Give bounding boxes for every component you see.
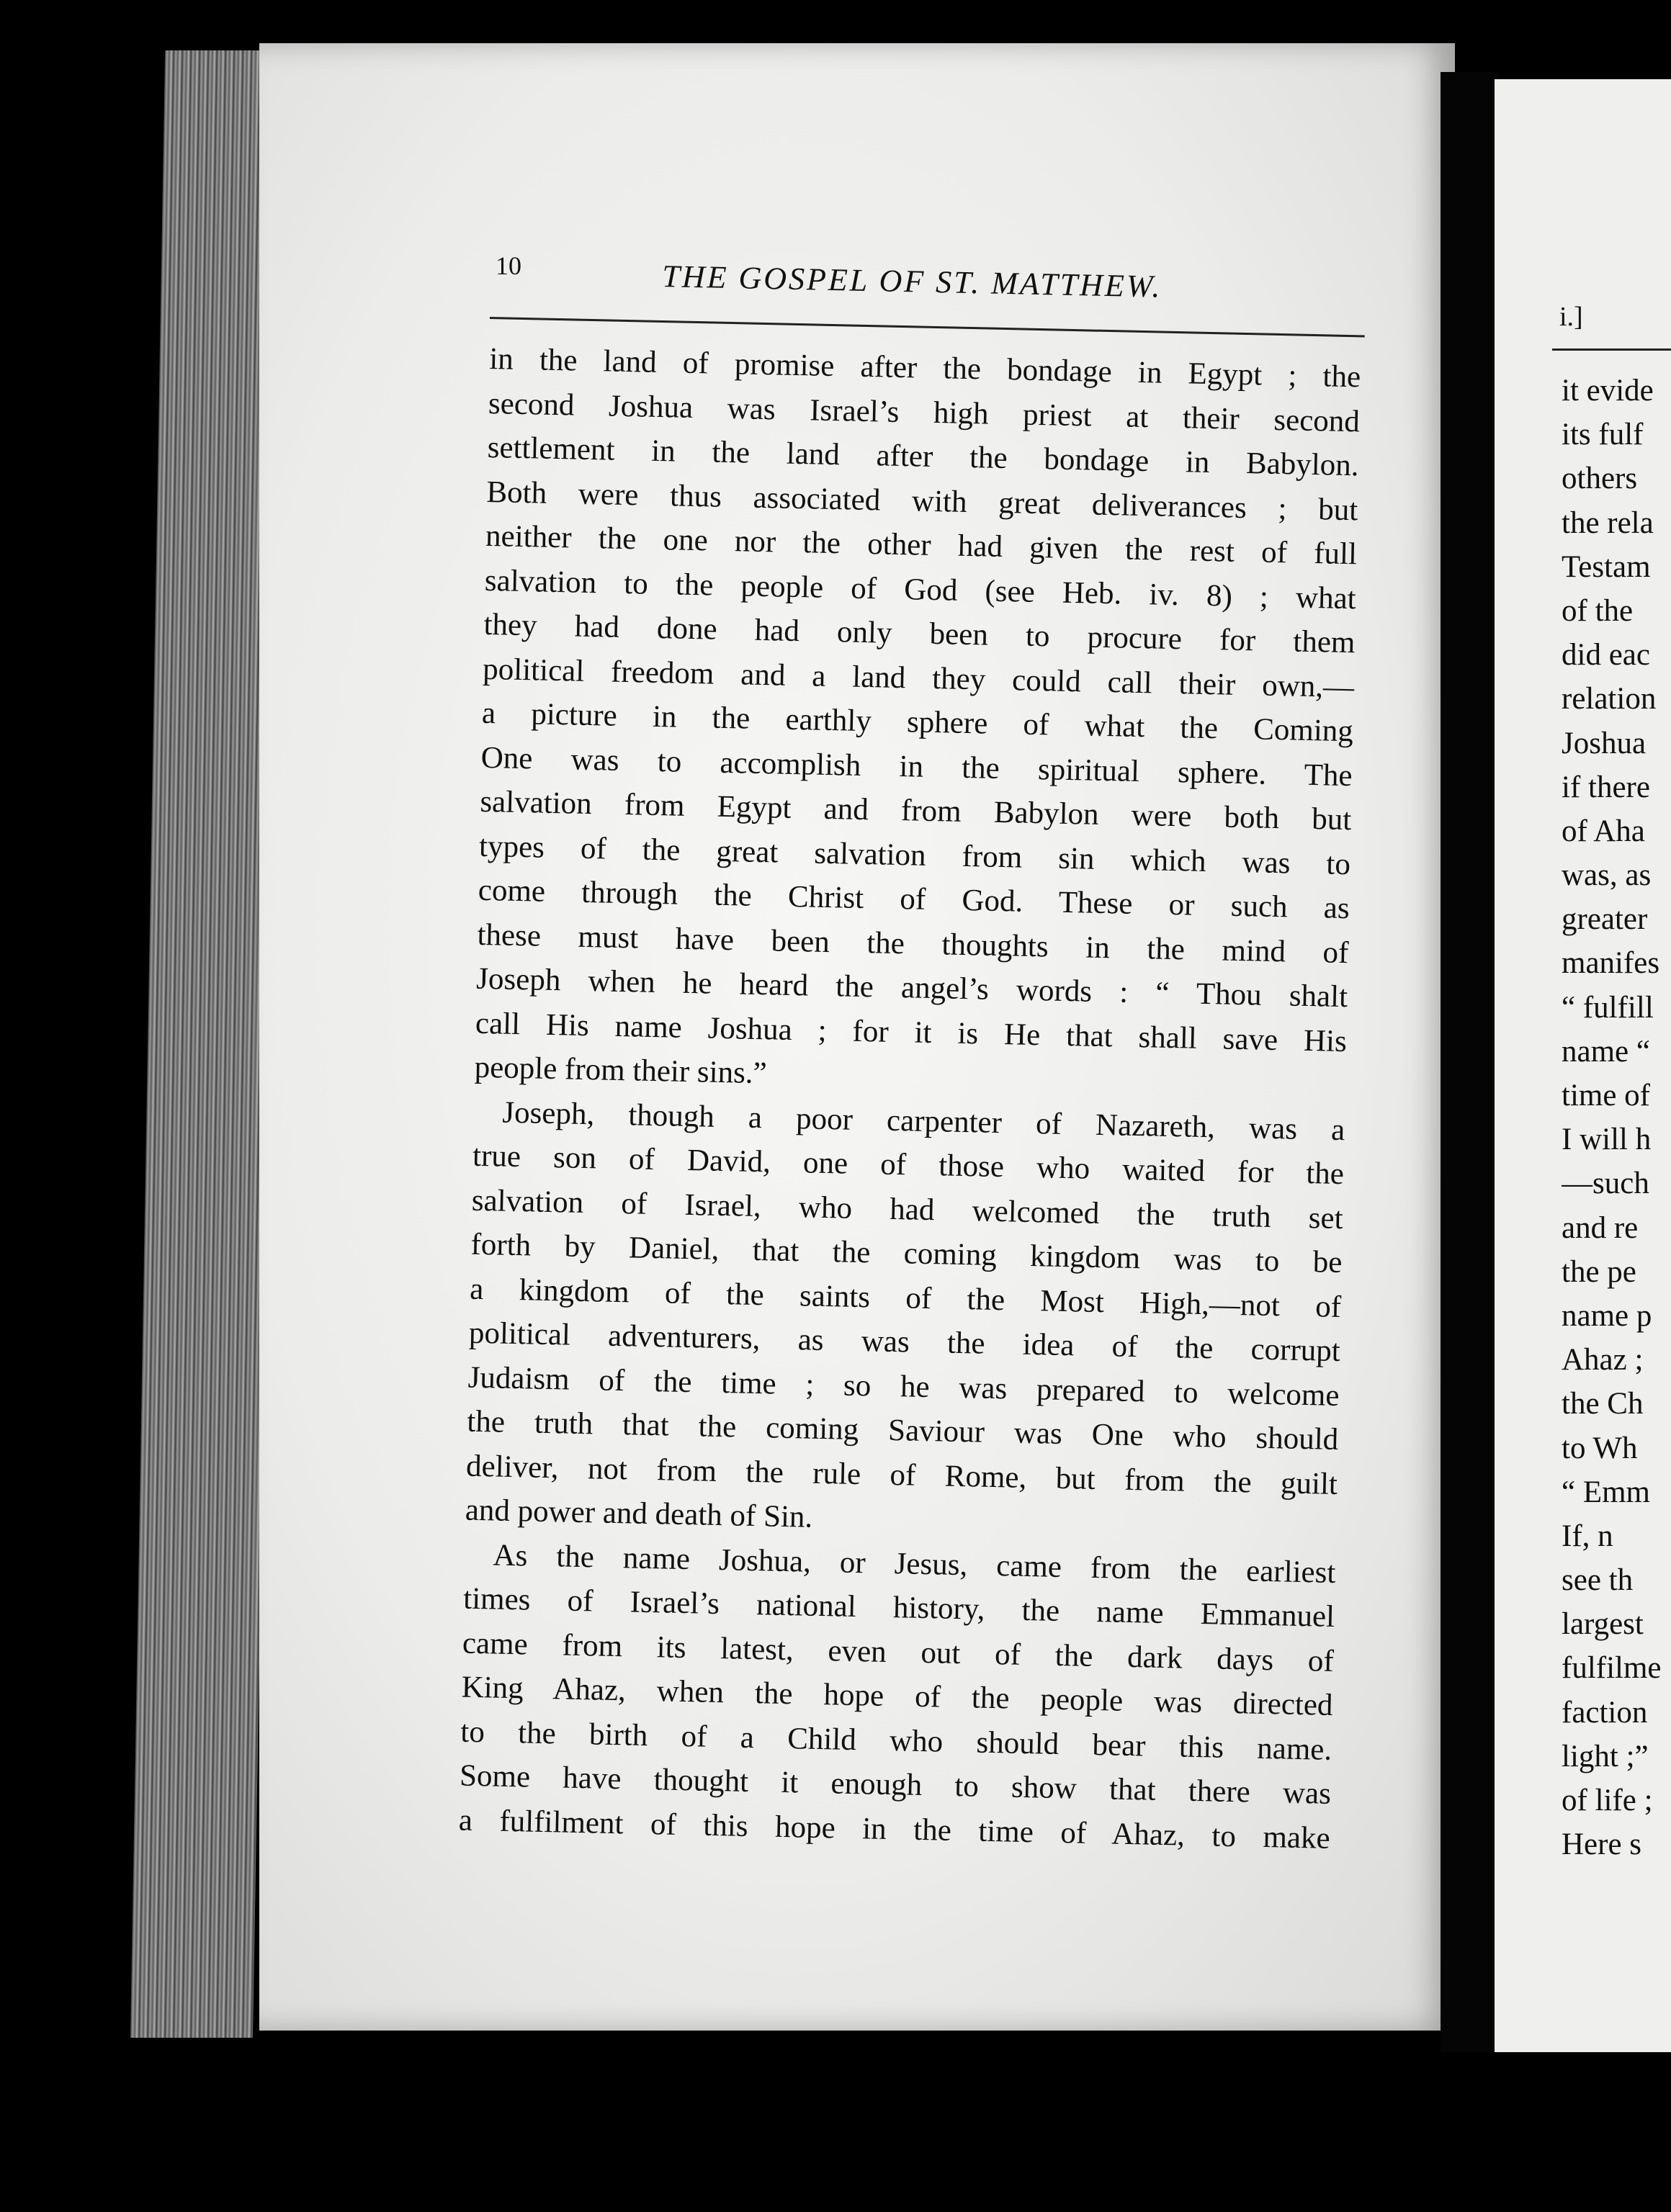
- text-line: neither the one nor the other had given the rest of full: [485, 518, 1358, 572]
- text-line: the truth that the coming Saviour was One who should: [466, 1404, 1339, 1457]
- facing-text-line: time of: [1562, 1079, 1650, 1112]
- text-line: Joseph when he heard the angel’s words : “ Thou shalt: [475, 961, 1348, 1015]
- facing-text-line: was, as: [1562, 858, 1652, 893]
- facing-text-line: Ahaz ;: [1562, 1343, 1644, 1377]
- text-line: a kingdom of the saints of the Most High,—not of: [469, 1272, 1342, 1324]
- text-line: a picture in the earthly sphere of what the Coming: [481, 696, 1354, 749]
- text-line: Some have thought it enough to show that there was: [459, 1758, 1332, 1811]
- facing-running-head: i.]: [1559, 302, 1583, 332]
- facing-text-line: of life ;: [1562, 1784, 1653, 1817]
- facing-text-line: faction: [1562, 1695, 1648, 1730]
- book-gutter: [1441, 72, 1498, 2052]
- text-line: One was to accomplish in the spiritual sphere. The: [480, 740, 1353, 793]
- facing-text-line: Here s: [1562, 1827, 1642, 1862]
- facing-text-line: “ Emm: [1562, 1475, 1650, 1509]
- text-line: As the name Joshua, or Jesus, came from the earliest: [493, 1537, 1336, 1590]
- text-line: these must have been the thoughts in the mind of: [477, 917, 1349, 970]
- text-line: came from its latest, even out of the dark days of: [462, 1626, 1335, 1678]
- text-line: political adventurers, as was the idea of the corrupt: [468, 1316, 1341, 1369]
- text-line: Judaism of the time ; so he was prepared to welcome: [467, 1360, 1340, 1413]
- running-head: THE GOSPEL OF ST. MATTHEW.: [661, 258, 1162, 305]
- facing-text-line: of the: [1562, 593, 1634, 628]
- facing-text-line: relation: [1562, 682, 1657, 716]
- facing-text-line: others: [1562, 462, 1638, 496]
- text-line: true son of David, one of those who waited for the: [472, 1138, 1345, 1192]
- facing-text-line: “ fulfill: [1562, 990, 1654, 1025]
- facing-text-line: name p: [1562, 1298, 1652, 1333]
- text-line: and power and death of Sin.: [465, 1493, 813, 1534]
- facing-text-line: to Wh: [1562, 1431, 1638, 1465]
- text-line: types of the great salvation from sin which was to: [478, 829, 1351, 881]
- facing-text-line: if there: [1562, 770, 1650, 804]
- facing-text-line: the Ch: [1562, 1387, 1644, 1421]
- text-line: forth by Daniel, that the coming kingdom was to be: [470, 1227, 1343, 1280]
- facing-text-line: the pe: [1562, 1254, 1636, 1289]
- facing-text-line: largest: [1562, 1607, 1644, 1642]
- page-number: 10: [496, 251, 521, 280]
- text-line: people from their sins.”: [474, 1050, 768, 1091]
- facing-text-line: it evide: [1562, 374, 1654, 408]
- facing-text-line: Testam: [1562, 549, 1651, 584]
- facing-text-line: light ;”: [1562, 1739, 1649, 1773]
- text-line: settlement in the land after the bondage in Babylon.: [487, 430, 1360, 483]
- facing-text-line: —such: [1562, 1166, 1649, 1201]
- facing-text-line: manifes: [1562, 946, 1660, 981]
- text-line: to the birth of a Child who should bear this name.: [460, 1714, 1332, 1767]
- facing-text-line: fulfilme: [1562, 1651, 1662, 1686]
- text-line: come through the Christ of God. These or such as: [478, 873, 1350, 926]
- facing-text-line: of Aha: [1562, 814, 1645, 848]
- facing-text-line: the rela: [1562, 505, 1654, 540]
- text-line: they had done had only been to procure for them: [483, 607, 1356, 660]
- text-line: Joseph, though a poor carpenter of Nazareth, was a: [501, 1095, 1345, 1147]
- text-line: political freedom and a land they could call their own,—: [482, 652, 1355, 704]
- facing-text-line: see th: [1562, 1563, 1634, 1598]
- text-line: second Joshua was Israel’s high priest at their second: [488, 386, 1361, 439]
- facing-text-line: I will h: [1562, 1123, 1652, 1157]
- text-line: in the land of promise after the bondage in Egypt ; the: [488, 341, 1361, 395]
- text-line: a fulfilment of this hope in the time of Ahaz, to make: [458, 1803, 1331, 1856]
- facing-text-line: and re: [1562, 1210, 1639, 1245]
- text-line: times of Israel’s national history, the name Emmanuel: [462, 1581, 1335, 1634]
- facing-header-rule: [1552, 349, 1671, 351]
- facing-text-line: name “: [1562, 1034, 1650, 1069]
- text-line: salvation to the people of God (see Heb. iv. 8) ; what: [484, 563, 1357, 616]
- facing-text-line: greater: [1562, 902, 1648, 937]
- text-line: salvation of Israel, who had welcomed the truth set: [471, 1183, 1344, 1236]
- facing-text-line: If, n: [1562, 1519, 1613, 1553]
- text-line: King Ahaz, when the hope of the people was directed: [461, 1670, 1333, 1722]
- body-text: [458, 337, 1361, 1861]
- facing-text-line: its fulf: [1562, 418, 1644, 452]
- facing-text-line: Joshua: [1562, 726, 1647, 760]
- facing-page-text: [1562, 369, 1671, 1866]
- text-line: Both were thus associated with great deliverances ; but: [486, 475, 1358, 527]
- text-line: salvation from Egypt and from Babylon were both but: [479, 784, 1352, 837]
- text-line: call His name Joshua ; for it is He that shall save His: [475, 1006, 1348, 1058]
- facing-text-line: did eac: [1562, 638, 1650, 673]
- text-line: deliver, not from the rule of Rome, but from the guilt: [465, 1449, 1338, 1501]
